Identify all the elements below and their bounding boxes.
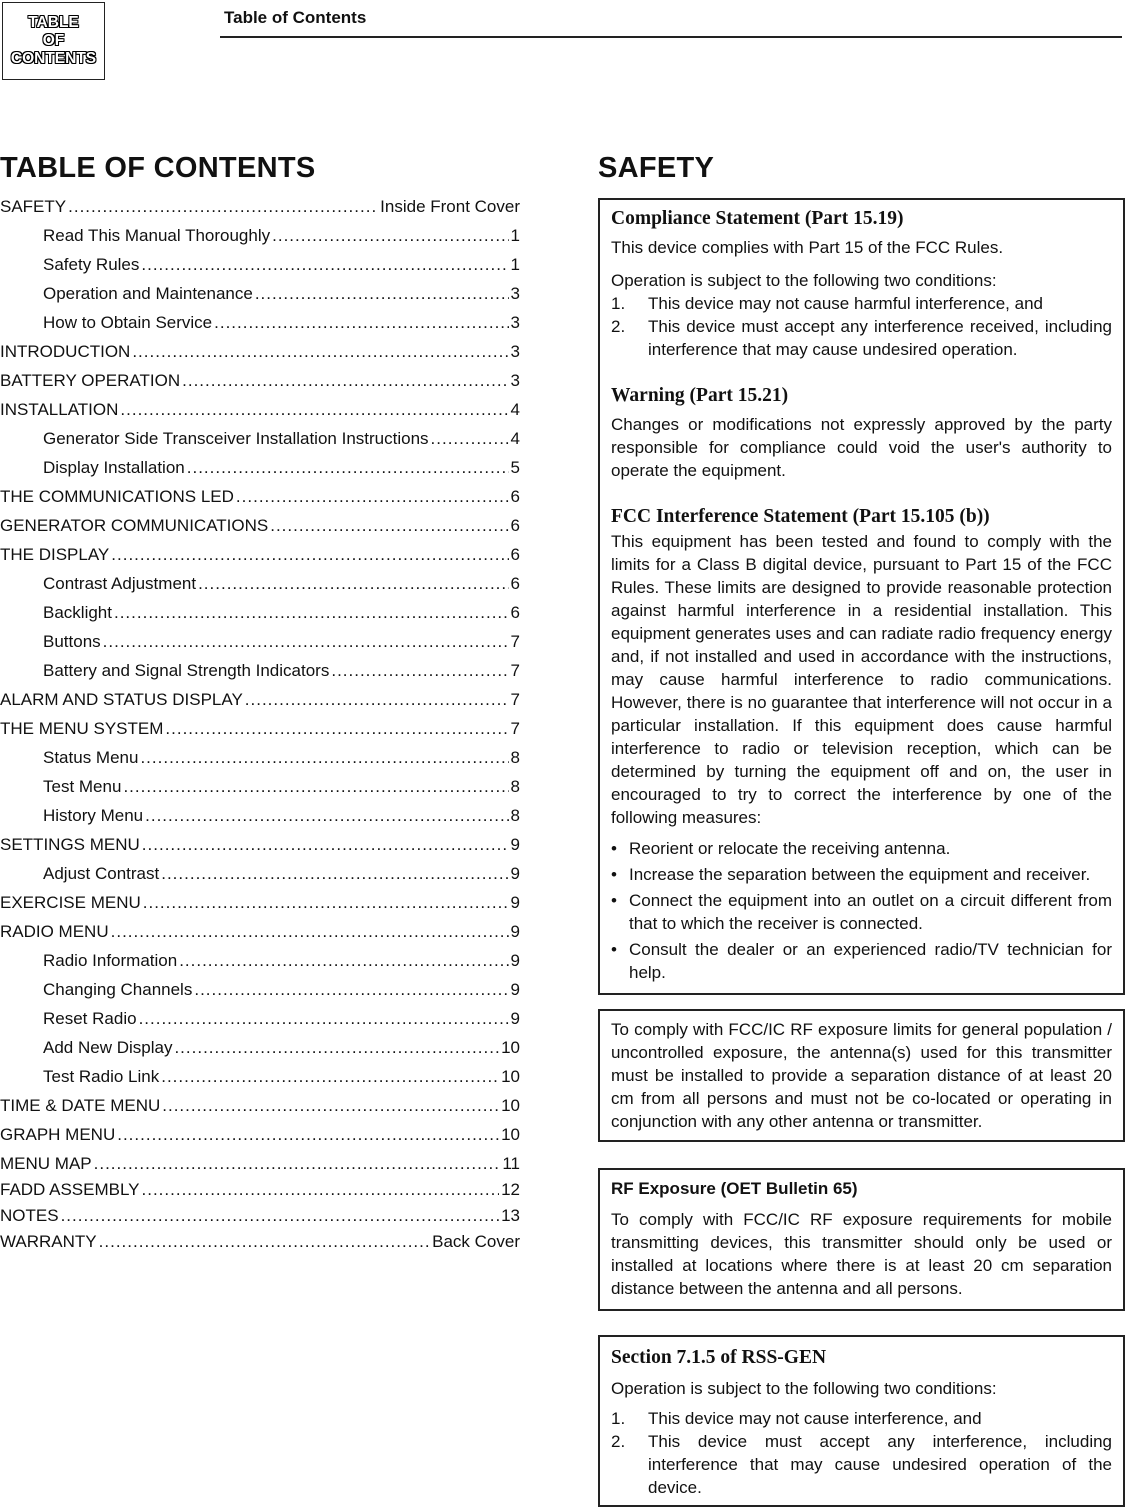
toc-entry-label: INSTALLATION bbox=[0, 400, 119, 419]
toc-leader-dots bbox=[194, 980, 508, 1000]
toc-entry bbox=[0, 1096, 520, 1125]
toc-entry-page: 9 bbox=[510, 980, 520, 999]
badge-line-2: OF bbox=[42, 32, 65, 49]
toc-entry-label: Display Installation bbox=[43, 458, 185, 477]
rf-general-box bbox=[598, 1009, 1125, 1142]
toc-entry-page: 4 bbox=[510, 429, 520, 448]
toc-entry-label: Status Menu bbox=[43, 748, 139, 767]
interference-measures bbox=[611, 837, 1112, 984]
toc-entry bbox=[0, 603, 520, 632]
toc-entry-label: Changing Channels bbox=[43, 980, 193, 999]
list-item bbox=[611, 837, 1112, 860]
toc-entry bbox=[0, 690, 520, 719]
toc-entry bbox=[0, 632, 520, 661]
toc-entry-page: 3 bbox=[510, 342, 520, 361]
toc-entry-label: FADD ASSEMBLY bbox=[0, 1180, 140, 1199]
bullet-icon: • bbox=[611, 891, 617, 910]
rss-conditions bbox=[611, 1407, 1112, 1499]
rss-conditions-intro: Operation is subject to the following two conditions: bbox=[611, 1379, 997, 1398]
toc-entry-page: 1 bbox=[510, 255, 520, 274]
toc-entry bbox=[0, 893, 520, 922]
toc-leader-dots bbox=[99, 1232, 430, 1252]
toc-leader-dots bbox=[182, 371, 508, 391]
fcc-compliance-box bbox=[598, 198, 1125, 995]
warning-title: Warning (Part 15.21) bbox=[611, 385, 789, 406]
toc-entry-label: Test Menu bbox=[43, 777, 122, 796]
list-text: Increase the separation between the equipment and receiver. bbox=[629, 865, 1091, 884]
toc-entry-label: GENERATOR COMMUNICATIONS bbox=[0, 516, 269, 535]
toc-entry-label: Add New Display bbox=[43, 1038, 173, 1057]
toc-entry-label: TIME & DATE MENU bbox=[0, 1096, 161, 1115]
toc-leader-dots bbox=[187, 458, 509, 478]
list-number: 2. bbox=[611, 317, 626, 336]
safety-column bbox=[598, 152, 1125, 1507]
toc-heading: TABLE OF CONTENTS bbox=[0, 152, 316, 184]
toc-leader-dots bbox=[179, 951, 508, 971]
warning-text: Changes or modifications not expressly approved by the party responsible for compliance could void the user's authority to operate the equipment. bbox=[611, 415, 1112, 480]
toc-entry-label: THE DISPLAY bbox=[0, 545, 110, 564]
toc-leader-dots bbox=[165, 719, 508, 739]
toc-list bbox=[0, 197, 520, 1258]
list-item bbox=[611, 292, 1112, 315]
toc-entry bbox=[0, 922, 520, 951]
toc-entry-page: Inside Front Cover bbox=[380, 197, 520, 216]
toc-entry bbox=[0, 342, 520, 371]
toc-entry-label: History Menu bbox=[43, 806, 144, 825]
toc-leader-dots bbox=[111, 545, 508, 565]
list-text: Connect the equipment into an outlet on a circuit different from that to which the receiver is connected. bbox=[629, 891, 1112, 933]
toc-leader-dots bbox=[161, 864, 508, 884]
toc-entry bbox=[0, 516, 520, 545]
toc-entry-page: 11 bbox=[502, 1154, 520, 1173]
list-text: This device may not cause interference, and bbox=[648, 1409, 982, 1428]
toc-leader-dots bbox=[236, 487, 509, 507]
toc-entry-page: 9 bbox=[510, 864, 520, 883]
list-text: This device must accept any interference, including interference that may cause undesired operation of the device. bbox=[648, 1432, 1112, 1497]
list-item bbox=[611, 1407, 1112, 1430]
toc-leader-dots bbox=[174, 1038, 499, 1058]
toc-entry-label: GRAPH MENU bbox=[0, 1125, 116, 1144]
toc-entry-page: 7 bbox=[510, 719, 520, 738]
toc-entry bbox=[0, 835, 520, 864]
toc-entry-page: 6 bbox=[510, 545, 520, 564]
toc-leader-dots bbox=[143, 893, 509, 913]
bullet-icon: • bbox=[611, 940, 617, 959]
safety-heading: SAFETY bbox=[598, 152, 715, 184]
toc-entry-page: 6 bbox=[510, 603, 520, 622]
toc-leader-dots bbox=[270, 516, 508, 536]
toc-entry-page: 4 bbox=[510, 400, 520, 419]
interference-title: FCC Interference Statement (Part 15.105 (b)) bbox=[611, 506, 990, 527]
toc-entry-page: 9 bbox=[510, 922, 520, 941]
list-item bbox=[611, 863, 1112, 886]
toc-entry-page: 1 bbox=[510, 226, 520, 245]
toc-entry-label: Battery and Signal Strength Indicators bbox=[43, 661, 330, 680]
toc-entry bbox=[0, 429, 520, 458]
toc-leader-dots bbox=[255, 284, 509, 304]
toc-entry-label: Buttons bbox=[43, 632, 101, 651]
toc-leader-dots bbox=[68, 197, 378, 217]
rf-general-text: To comply with FCC/IC RF exposure limits for general population / uncontrolled exposure, the antenna(s) used for this transmitter must be installed to provide a separation distance of at least 20 cm from all persons and must not be co-located or operating in conjunction with any other antenna or transmitter. bbox=[611, 1020, 1112, 1131]
toc-leader-dots bbox=[123, 777, 508, 797]
toc-leader-dots bbox=[117, 1125, 499, 1145]
rf-exposure-box bbox=[598, 1168, 1125, 1311]
toc-leader-dots bbox=[431, 429, 509, 449]
toc-entry bbox=[0, 371, 520, 400]
toc-leader-dots bbox=[161, 1067, 499, 1087]
bullet-icon: • bbox=[611, 865, 617, 884]
toc-entry-label: Reset Radio bbox=[43, 1009, 137, 1028]
rss-gen-box bbox=[598, 1335, 1125, 1507]
toc-entry-page: 3 bbox=[510, 284, 520, 303]
toc-leader-dots bbox=[132, 342, 508, 362]
toc-entry-page: 5 bbox=[510, 458, 520, 477]
toc-leader-dots bbox=[61, 1206, 500, 1226]
toc-leader-dots bbox=[94, 1154, 501, 1174]
toc-entry-label: SETTINGS MENU bbox=[0, 835, 140, 854]
toc-entry-label: Radio Information bbox=[43, 951, 178, 970]
toc-entry-label: Safety Rules bbox=[43, 255, 140, 274]
toc-entry-label: Read This Manual Thoroughly bbox=[43, 226, 271, 245]
toc-entry-page: 10 bbox=[501, 1096, 520, 1115]
toc-entry-label: THE MENU SYSTEM bbox=[0, 719, 164, 738]
rf-exposure-title: RF Exposure (OET Bulletin 65) bbox=[611, 1179, 858, 1198]
toc-entry bbox=[0, 458, 520, 487]
list-text: Consult the dealer or an experienced radio/TV technician for help. bbox=[629, 940, 1112, 982]
toc-entry-label: EXERCISE MENU bbox=[0, 893, 141, 912]
toc-entry bbox=[0, 197, 520, 226]
toc-entry-label: INTRODUCTION bbox=[0, 342, 131, 361]
toc-entry-page: 10 bbox=[501, 1038, 520, 1057]
toc-entry-label: How to Obtain Service bbox=[43, 313, 213, 332]
toc-entry bbox=[0, 1154, 520, 1180]
toc-entry bbox=[0, 748, 520, 777]
header-divider bbox=[220, 36, 1122, 38]
toc-entry bbox=[0, 1206, 520, 1232]
toc-entry-label: Adjust Contrast bbox=[43, 864, 160, 883]
toc-entry-page: 6 bbox=[510, 574, 520, 593]
compliance-title: Compliance Statement (Part 15.19) bbox=[611, 208, 904, 229]
toc-leader-dots bbox=[198, 574, 508, 594]
toc-entry bbox=[0, 1232, 520, 1258]
toc-entry-page: 6 bbox=[510, 487, 520, 506]
toc-entry bbox=[0, 1038, 520, 1067]
toc-leader-dots bbox=[272, 226, 508, 246]
toc-entry bbox=[0, 806, 520, 835]
toc-entry-page: 13 bbox=[501, 1206, 520, 1225]
toc-leader-dots bbox=[331, 661, 508, 681]
toc-entry-page: 3 bbox=[510, 313, 520, 332]
compliance-conditions-intro: Operation is subject to the following two conditions: bbox=[611, 271, 997, 290]
toc-entry bbox=[0, 313, 520, 342]
toc-leader-dots bbox=[140, 748, 508, 768]
toc-entry-label: THE COMMUNICATIONS LED bbox=[0, 487, 234, 506]
toc-leader-dots bbox=[103, 632, 509, 652]
toc-entry bbox=[0, 864, 520, 893]
toc-entry-page: 8 bbox=[510, 777, 520, 796]
toc-entry-label: Backlight bbox=[43, 603, 112, 622]
page-header-title: Table of Contents bbox=[224, 8, 367, 27]
badge-line-3: CONTENTS bbox=[10, 50, 97, 67]
toc-entry-label: Test Radio Link bbox=[43, 1067, 160, 1086]
toc-entry bbox=[0, 545, 520, 574]
list-number: 1. bbox=[611, 1409, 626, 1428]
toc-leader-dots bbox=[139, 1009, 509, 1029]
toc-entry bbox=[0, 661, 520, 690]
toc-entry bbox=[0, 1067, 520, 1096]
toc-entry-page: 9 bbox=[510, 1009, 520, 1028]
list-item bbox=[611, 889, 1112, 935]
interference-text: This equipment has been tested and found to comply with the limits for a Class B digital device, pursuant to Part 15 of the FCC Rules. These limits are designed to provide reasonable protection against harmful interference in a residential installation. This equipment generates uses and can radiate radio frequency energy and, if not installed and used in accordance with the instructions, may cause harmful interference to radio communications. However, there is no guarantee that interference will not occur in a particular installation. If this equipment does cause harmful interference to radio or television reception, which can be determined by turning the equipment off and on, the user in encouraged to try to correct the interference by one of the following measures: bbox=[611, 532, 1112, 827]
rss-title: Section 7.1.5 of RSS-GEN bbox=[611, 1347, 827, 1368]
toc-entry bbox=[0, 487, 520, 516]
toc-entry bbox=[0, 777, 520, 806]
toc-entry-label: BATTERY OPERATION bbox=[0, 371, 181, 390]
toc-leader-dots bbox=[120, 400, 508, 420]
toc-entry bbox=[0, 255, 520, 284]
toc-entry bbox=[0, 226, 520, 255]
toc-entry bbox=[0, 719, 520, 748]
toc-entry-label: SAFETY bbox=[0, 197, 67, 216]
list-text: Reorient or relocate the receiving antenna. bbox=[629, 839, 951, 858]
toc-entry-label: WARRANTY bbox=[0, 1232, 97, 1251]
toc-entry bbox=[0, 1180, 520, 1206]
compliance-intro: This device complies with Part 15 of the FCC Rules. bbox=[611, 238, 1004, 257]
toc-entry-label: NOTES bbox=[0, 1206, 59, 1225]
toc-leader-dots bbox=[214, 313, 508, 333]
toc-entry-page: 9 bbox=[510, 835, 520, 854]
toc-entry-label: ALARM AND STATUS DISPLAY bbox=[0, 690, 243, 709]
list-item bbox=[611, 1430, 1112, 1499]
compliance-conditions bbox=[611, 292, 1112, 361]
toc-entry bbox=[0, 1125, 520, 1154]
list-item bbox=[611, 315, 1112, 361]
badge-line-1: TABLE bbox=[28, 14, 79, 31]
toc-entry bbox=[0, 980, 520, 1009]
toc-leader-dots bbox=[142, 1180, 500, 1200]
toc-leader-dots bbox=[145, 806, 508, 826]
list-item bbox=[611, 938, 1112, 984]
toc-entry-label: Operation and Maintenance bbox=[43, 284, 253, 303]
toc-leader-dots bbox=[141, 255, 508, 275]
toc-entry-page: 10 bbox=[501, 1125, 520, 1144]
toc-entry bbox=[0, 951, 520, 980]
toc-entry-page: 7 bbox=[510, 632, 520, 651]
toc-leader-dots bbox=[245, 690, 509, 710]
bullet-icon: • bbox=[611, 839, 617, 858]
toc-entry-page: 8 bbox=[510, 806, 520, 825]
toc-leader-dots bbox=[111, 922, 509, 942]
toc-leader-dots bbox=[142, 835, 509, 855]
toc-entry bbox=[0, 284, 520, 313]
toc-entry-label: RADIO MENU bbox=[0, 922, 109, 941]
toc-entry bbox=[0, 400, 520, 429]
toc-column bbox=[0, 152, 520, 1258]
toc-entry-label: MENU MAP bbox=[0, 1154, 92, 1173]
toc-entry-page: Back Cover bbox=[432, 1232, 520, 1251]
list-text: This device may not cause harmful interference, and bbox=[648, 294, 1043, 313]
toc-entry-page: 9 bbox=[510, 951, 520, 970]
toc-entry-page: 12 bbox=[501, 1180, 520, 1199]
toc-entry-page: 6 bbox=[510, 516, 520, 535]
rf-exposure-text: To comply with FCC/IC RF exposure requirements for mobile transmitting devices, this transmitter should only be used or installed at locations where there is at least 20 cm separation distance between the antenna and all persons. bbox=[611, 1210, 1112, 1298]
toc-entry-page: 7 bbox=[510, 690, 520, 709]
toc-entry-page: 3 bbox=[510, 371, 520, 390]
list-number: 1. bbox=[611, 294, 626, 313]
toc-badge bbox=[2, 2, 105, 80]
toc-leader-dots bbox=[162, 1096, 499, 1116]
toc-entry bbox=[0, 574, 520, 603]
toc-entry-label: Contrast Adjustment bbox=[43, 574, 197, 593]
toc-entry bbox=[0, 1009, 520, 1038]
toc-entry-page: 8 bbox=[510, 748, 520, 767]
toc-entry-page: 10 bbox=[501, 1067, 520, 1086]
toc-leader-dots bbox=[114, 603, 509, 623]
toc-entry-page: 9 bbox=[510, 893, 520, 912]
list-text: This device must accept any interference received, including interference that may cause undesired operation. bbox=[648, 317, 1112, 359]
toc-entry-page: 7 bbox=[510, 661, 520, 680]
toc-entry-label: Generator Side Transceiver Installation Instructions bbox=[43, 429, 429, 448]
list-number: 2. bbox=[611, 1432, 626, 1451]
